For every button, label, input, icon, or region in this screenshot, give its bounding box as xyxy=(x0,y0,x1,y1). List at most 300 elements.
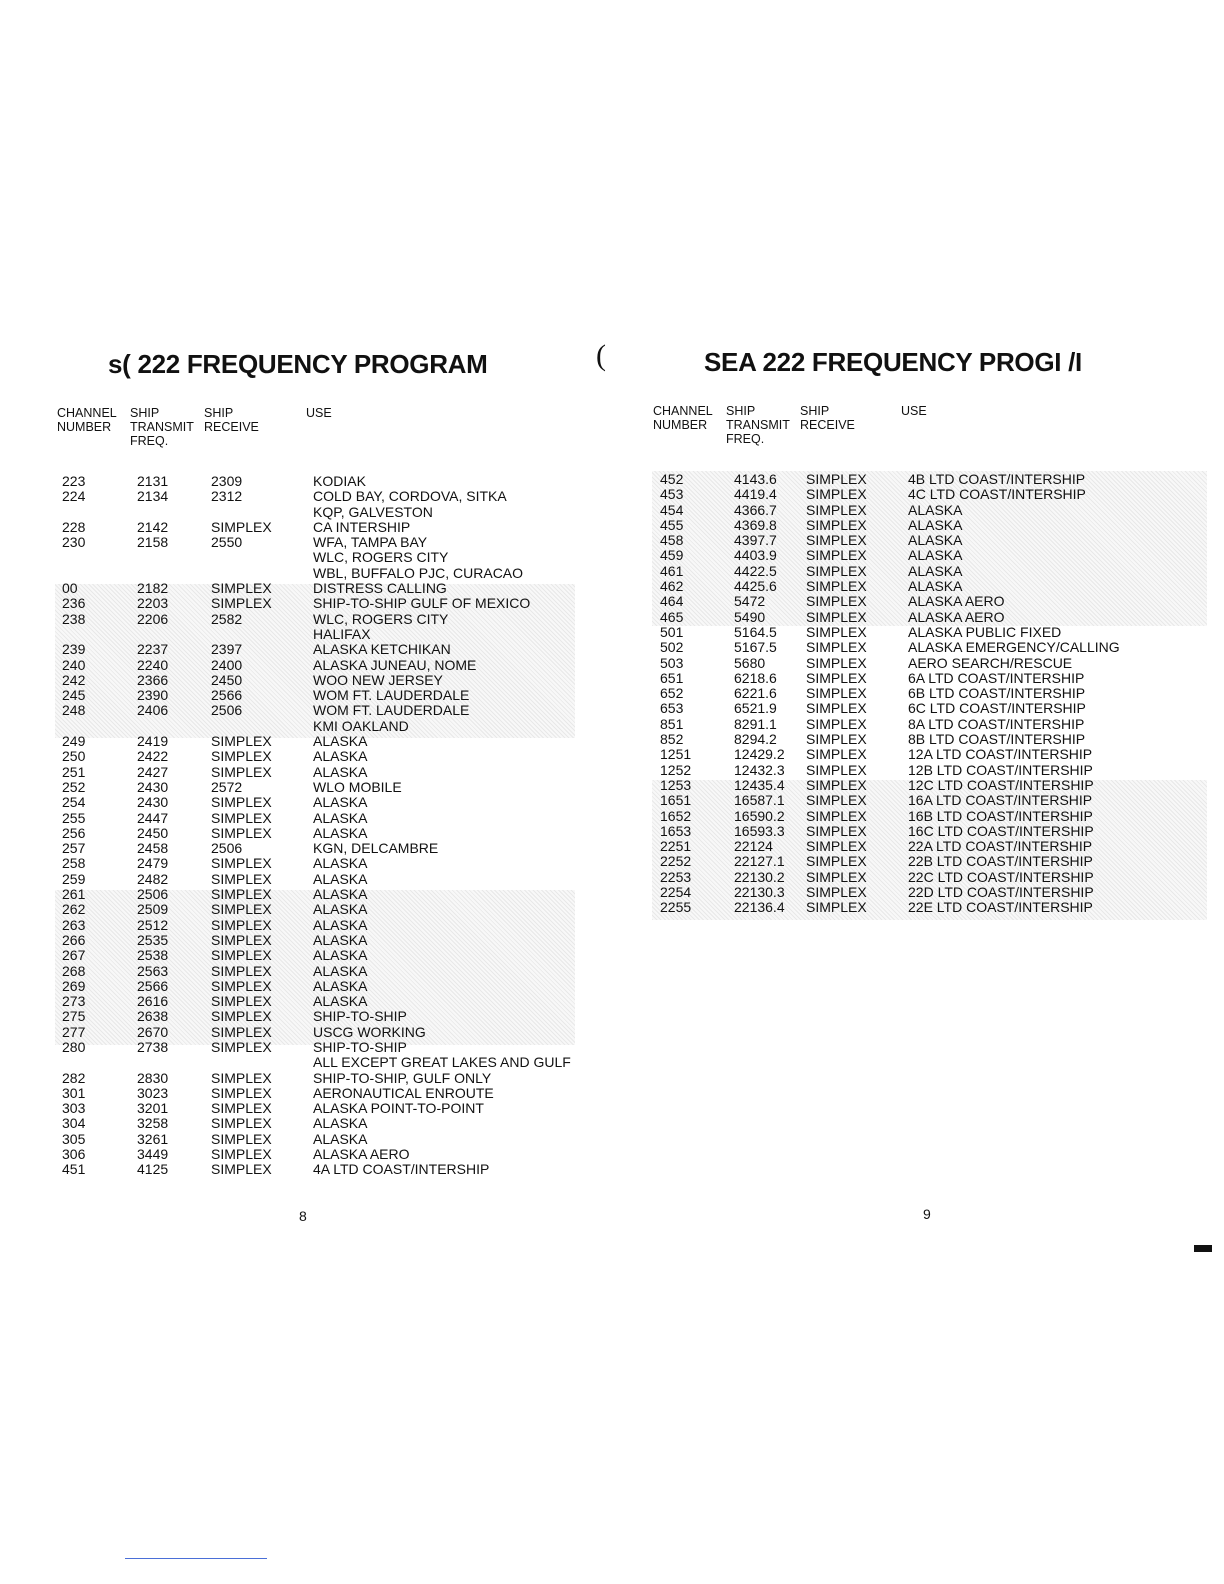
table-row xyxy=(612,793,1224,808)
ship-transmit-freq-cell: 2422 xyxy=(137,748,169,765)
ship-transmit-freq-cell: 4419.4 xyxy=(734,486,777,503)
ship-receive-cell: SIMPLEX xyxy=(211,1115,272,1132)
channel-number-cell: 266 xyxy=(62,931,86,948)
channel-number-cell: 1251 xyxy=(660,746,692,763)
table-row xyxy=(0,642,610,657)
ship-receive-cell: SIMPLEX xyxy=(211,931,272,948)
ship-receive-cell: SIMPLEX xyxy=(806,853,867,870)
table-row xyxy=(0,612,610,627)
frequency-table xyxy=(612,472,1224,916)
ship-transmit-freq-cell: 2670 xyxy=(137,1023,169,1040)
ship-transmit-freq-cell: 5472 xyxy=(734,593,766,610)
channel-number-cell: 1653 xyxy=(660,822,692,839)
table-row xyxy=(0,566,610,581)
channel-number-cell: 257 xyxy=(62,840,86,857)
table-row xyxy=(612,594,1224,609)
channel-number-cell: 462 xyxy=(660,578,684,595)
use-cell: ALASKA xyxy=(313,1130,368,1147)
table-row xyxy=(612,686,1224,701)
table-row xyxy=(0,765,610,780)
use-cell: COLD BAY, CORDOVA, SITKA xyxy=(313,488,507,505)
channel-number-cell: 454 xyxy=(660,501,684,518)
table-row xyxy=(0,856,610,871)
ship-transmit-freq-cell: 16587.1 xyxy=(734,792,785,809)
use-cell: ALASKA xyxy=(313,886,368,903)
ship-receive-cell: 2550 xyxy=(211,534,243,551)
channel-number-cell: 301 xyxy=(62,1084,86,1101)
page-title: SEA 222 FREQUENCY PROGI /I xyxy=(704,347,1082,377)
ship-receive-cell: SIMPLEX xyxy=(211,824,272,841)
table-row xyxy=(0,658,610,673)
channel-number-cell: 501 xyxy=(660,623,684,640)
ship-receive-cell: SIMPLEX xyxy=(806,868,867,885)
table-row xyxy=(0,1086,610,1101)
ship-transmit-freq-cell: 2616 xyxy=(137,993,169,1010)
ship-transmit-freq-cell: 4425.6 xyxy=(734,578,777,595)
channel-number-cell: 451 xyxy=(62,1161,86,1178)
use-cell: AERONAUTICAL ENROUTE xyxy=(313,1084,494,1101)
use-cell: DISTRESS CALLING xyxy=(313,580,447,597)
channel-number-cell: 851 xyxy=(660,715,684,732)
ship-receive-cell: SIMPLEX xyxy=(806,516,867,533)
use-cell: WBL, BUFFALO PJC, CURACAO xyxy=(313,564,524,581)
channel-number-cell: 852 xyxy=(660,731,684,748)
ship-receive-cell: SIMPLEX xyxy=(211,1130,272,1147)
table-row xyxy=(612,625,1224,640)
use-cell: ALASKA xyxy=(313,1115,368,1132)
ship-receive-cell: SIMPLEX xyxy=(211,1146,272,1163)
ship-transmit-freq-cell: 12432.3 xyxy=(734,761,785,778)
use-cell: ALASKA xyxy=(313,947,368,964)
channel-number-cell: 248 xyxy=(62,702,86,719)
ship-receive-cell: SIMPLEX xyxy=(211,1069,272,1086)
table-row xyxy=(612,824,1224,839)
table-row xyxy=(612,610,1224,625)
ship-transmit-freq-cell: 4366.7 xyxy=(734,501,777,518)
ship-receive-cell: SIMPLEX xyxy=(211,748,272,765)
use-cell: CA INTERSHIP xyxy=(313,518,411,535)
table-row xyxy=(612,671,1224,686)
use-cell: ALASKA xyxy=(313,916,368,933)
use-cell: ALASKA AERO xyxy=(908,593,1005,610)
channel-number-cell: 2251 xyxy=(660,838,692,855)
channel-number-cell: 242 xyxy=(62,671,86,688)
use-cell: 16A LTD COAST/INTERSHIP xyxy=(908,792,1093,809)
ship-transmit-freq-cell: 3258 xyxy=(137,1115,169,1132)
ship-transmit-freq-cell: 2512 xyxy=(137,916,169,933)
channel-number-cell: 303 xyxy=(62,1100,86,1117)
ship-receive-cell: SIMPLEX xyxy=(806,639,867,656)
ship-transmit-freq-cell: 2240 xyxy=(137,656,169,673)
use-cell: ALASKA AERO xyxy=(908,608,1005,625)
use-cell: ALASKA xyxy=(313,794,368,811)
table-row xyxy=(0,902,610,917)
ship-transmit-freq-cell: 2182 xyxy=(137,580,169,597)
ship-receive-cell: SIMPLEX xyxy=(211,809,272,826)
ship-receive-cell: SIMPLEX xyxy=(211,886,272,903)
table-row xyxy=(0,1162,610,1177)
table-row xyxy=(612,701,1224,716)
use-cell: ALASKA xyxy=(313,993,368,1010)
table-row xyxy=(0,489,610,504)
ship-receive-cell: SIMPLEX xyxy=(806,715,867,732)
ship-transmit-freq-cell: 2566 xyxy=(137,977,169,994)
use-cell: ALASKA xyxy=(313,809,368,826)
use-cell: ALASKA xyxy=(313,977,368,994)
ship-receive-cell: SIMPLEX xyxy=(211,977,272,994)
ship-receive-cell: SIMPLEX xyxy=(806,623,867,640)
ship-receive-cell: SIMPLEX xyxy=(806,486,867,503)
ship-receive-cell: SIMPLEX xyxy=(806,547,867,564)
ship-transmit-freq-cell: 8291.1 xyxy=(734,715,777,732)
use-cell: KODIAK xyxy=(313,473,366,489)
ship-transmit-freq-cell: 2563 xyxy=(137,962,169,979)
ship-transmit-freq-cell: 2509 xyxy=(137,901,169,918)
use-cell: ALASKA xyxy=(908,501,963,518)
channel-number-cell: 268 xyxy=(62,962,86,979)
ship-receive-cell: SIMPLEX xyxy=(211,595,272,612)
channel-number-cell: 465 xyxy=(660,608,684,625)
channel-number-cell: 458 xyxy=(660,532,684,549)
channel-number-cell: 00 xyxy=(62,580,78,597)
table-row xyxy=(612,656,1224,671)
use-cell: ALASKA xyxy=(908,516,963,533)
ship-receive-cell: 2506 xyxy=(211,840,243,857)
channel-number-cell: 2252 xyxy=(660,853,692,870)
ship-transmit-freq-cell: 6221.6 xyxy=(734,685,777,702)
ship-receive-cell: SIMPLEX xyxy=(806,792,867,809)
channel-number-cell: 262 xyxy=(62,901,86,918)
channel-number-cell: 652 xyxy=(660,685,684,702)
use-cell: 16B LTD COAST/INTERSHIP xyxy=(908,807,1093,824)
ship-transmit-freq-cell: 2447 xyxy=(137,809,169,826)
table-row xyxy=(612,732,1224,747)
ship-transmit-freq-cell: 2158 xyxy=(137,534,169,551)
use-cell: ALASKA xyxy=(313,733,368,750)
table-row xyxy=(0,703,610,718)
use-cell: 22E LTD COAST/INTERSHIP xyxy=(908,899,1093,916)
use-cell: AERO SEARCH/RESCUE xyxy=(908,654,1073,671)
ship-transmit-freq-cell: 4143.6 xyxy=(734,471,777,487)
table-row xyxy=(0,811,610,826)
use-cell: 6C LTD COAST/INTERSHIP xyxy=(908,700,1086,717)
ship-transmit-freq-cell: 6521.9 xyxy=(734,700,777,717)
table-row xyxy=(0,795,610,810)
channel-number-cell: 280 xyxy=(62,1038,86,1055)
table-row xyxy=(0,841,610,856)
use-cell: WLC, ROGERS CITY xyxy=(313,549,449,566)
ship-transmit-freq-cell: 2427 xyxy=(137,763,169,780)
channel-number-cell: 263 xyxy=(62,916,86,933)
use-cell: ALASKA xyxy=(313,931,368,948)
ship-receive-cell: SIMPLEX xyxy=(211,1023,272,1040)
use-cell: SHIP-TO-SHIP xyxy=(313,1038,407,1055)
table-row xyxy=(0,474,610,489)
header-ship-transmit: SHIP TRANSMIT FREQ. xyxy=(130,406,194,448)
table-row xyxy=(0,948,610,963)
use-cell: ALASKA xyxy=(313,763,368,780)
channel-number-cell: 240 xyxy=(62,656,86,673)
ship-receive-cell: SIMPLEX xyxy=(806,669,867,686)
ship-receive-cell: SIMPLEX xyxy=(806,578,867,595)
ship-receive-cell: SIMPLEX xyxy=(806,761,867,778)
table-row xyxy=(612,503,1224,518)
table-row xyxy=(612,564,1224,579)
channel-number-cell: 651 xyxy=(660,669,684,686)
table-row xyxy=(612,778,1224,793)
use-cell: WOM FT. LAUDERDALE xyxy=(313,687,470,704)
channel-number-cell: 461 xyxy=(660,562,684,579)
channel-number-cell: 305 xyxy=(62,1130,86,1147)
ship-receive-cell: SIMPLEX xyxy=(211,580,272,597)
use-cell: 4B LTD COAST/INTERSHIP xyxy=(908,471,1086,487)
ship-receive-cell: 2566 xyxy=(211,687,243,704)
ship-transmit-freq-cell: 5490 xyxy=(734,608,766,625)
ship-receive-cell: SIMPLEX xyxy=(211,947,272,964)
ship-receive-cell: SIMPLEX xyxy=(211,916,272,933)
ship-transmit-freq-cell: 22136.4 xyxy=(734,899,785,916)
channel-number-cell: 230 xyxy=(62,534,86,551)
table-row xyxy=(0,872,610,887)
table-row xyxy=(612,579,1224,594)
ship-transmit-freq-cell: 2203 xyxy=(137,595,169,612)
use-cell: 4A LTD COAST/INTERSHIP xyxy=(313,1161,490,1178)
use-cell: KGN, DELCAMBRE xyxy=(313,840,439,857)
channel-number-cell: 455 xyxy=(660,516,684,533)
channel-number-cell: 261 xyxy=(62,886,86,903)
table-row xyxy=(0,1147,610,1162)
ship-transmit-freq-cell: 22124 xyxy=(734,838,773,855)
ship-receive-cell: 2309 xyxy=(211,473,243,489)
ship-receive-cell: SIMPLEX xyxy=(806,746,867,763)
ship-transmit-freq-cell: 12435.4 xyxy=(734,776,785,793)
use-cell: SHIP-TO-SHIP xyxy=(313,1008,407,1025)
ship-transmit-freq-cell: 3023 xyxy=(137,1084,169,1101)
channel-number-cell: 251 xyxy=(62,763,86,780)
ship-transmit-freq-cell: 5164.5 xyxy=(734,623,777,640)
channel-number-cell: 306 xyxy=(62,1146,86,1163)
table-row xyxy=(0,505,610,520)
table-row xyxy=(0,1071,610,1086)
table-row xyxy=(0,933,610,948)
ship-receive-cell: SIMPLEX xyxy=(806,776,867,793)
use-cell: ALASKA xyxy=(313,824,368,841)
ship-receive-cell: SIMPLEX xyxy=(806,807,867,824)
ship-transmit-freq-cell: 2450 xyxy=(137,824,169,841)
ship-transmit-freq-cell: 2237 xyxy=(137,641,169,658)
channel-number-cell: 282 xyxy=(62,1069,86,1086)
channel-number-cell: 236 xyxy=(62,595,86,612)
ship-transmit-freq-cell: 2131 xyxy=(137,473,169,489)
table-row xyxy=(0,673,610,688)
ship-receive-cell: SIMPLEX xyxy=(211,1084,272,1101)
use-cell: SHIP-TO-SHIP GULF OF MEXICO xyxy=(313,595,531,612)
use-cell: HALIFAX xyxy=(313,625,371,642)
ship-transmit-freq-cell: 16590.2 xyxy=(734,807,785,824)
channel-number-cell: 653 xyxy=(660,700,684,717)
ship-transmit-freq-cell: 2430 xyxy=(137,794,169,811)
header-use: USE xyxy=(901,404,927,418)
table-row xyxy=(0,596,610,611)
use-cell: ALASKA xyxy=(908,578,963,595)
ship-transmit-freq-cell: 2506 xyxy=(137,886,169,903)
table-row xyxy=(0,1101,610,1116)
ship-transmit-freq-cell: 22130.3 xyxy=(734,884,785,901)
ship-transmit-freq-cell: 2479 xyxy=(137,855,169,872)
table-row xyxy=(0,918,610,933)
table-row xyxy=(0,520,610,535)
ship-transmit-freq-cell: 4422.5 xyxy=(734,562,777,579)
table-row xyxy=(0,1040,610,1055)
header-channel-number: CHANNEL NUMBER xyxy=(57,406,117,434)
table-row xyxy=(612,809,1224,824)
ship-receive-cell: SIMPLEX xyxy=(211,794,272,811)
channel-number-cell: 1652 xyxy=(660,807,692,824)
ship-transmit-freq-cell: 2134 xyxy=(137,488,169,505)
ship-receive-cell: SIMPLEX xyxy=(806,884,867,901)
table-row xyxy=(612,717,1224,732)
use-cell: ALASKA xyxy=(313,748,368,765)
table-row xyxy=(612,640,1224,655)
table-row xyxy=(0,734,610,749)
ship-transmit-freq-cell: 2142 xyxy=(137,518,169,535)
ship-transmit-freq-cell: 2638 xyxy=(137,1008,169,1025)
ship-receive-cell: SIMPLEX xyxy=(806,700,867,717)
table-row xyxy=(612,763,1224,778)
use-cell: WLO MOBILE xyxy=(313,778,402,795)
margin-mark: ( xyxy=(596,339,606,372)
ship-receive-cell: SIMPLEX xyxy=(806,654,867,671)
ship-receive-cell: SIMPLEX xyxy=(211,1008,272,1025)
channel-number-cell: 245 xyxy=(62,687,86,704)
ship-receive-cell: SIMPLEX xyxy=(211,1038,272,1055)
table-row xyxy=(0,887,610,902)
table-row xyxy=(612,870,1224,885)
table-row xyxy=(612,487,1224,502)
use-cell: 12C LTD COAST/INTERSHIP xyxy=(908,776,1094,793)
channel-number-cell: 502 xyxy=(660,639,684,656)
table-row xyxy=(0,780,610,795)
ship-transmit-freq-cell: 22127.1 xyxy=(734,853,785,870)
use-cell: 22C LTD COAST/INTERSHIP xyxy=(908,868,1094,885)
use-cell: WOO NEW JERSEY xyxy=(313,671,443,688)
table-row xyxy=(0,1132,610,1147)
scan-line xyxy=(125,1558,267,1559)
ship-receive-cell: SIMPLEX xyxy=(806,471,867,487)
use-cell: ALASKA xyxy=(908,547,963,564)
use-cell: ALASKA xyxy=(313,855,368,872)
channel-number-cell: 249 xyxy=(62,733,86,750)
ship-receive-cell: 2582 xyxy=(211,610,243,627)
use-cell: 8A LTD COAST/INTERSHIP xyxy=(908,715,1085,732)
channel-number-cell: 267 xyxy=(62,947,86,964)
ship-transmit-freq-cell: 22130.2 xyxy=(734,868,785,885)
ship-receive-cell: SIMPLEX xyxy=(806,532,867,549)
channel-number-cell: 254 xyxy=(62,794,86,811)
ship-transmit-freq-cell: 2419 xyxy=(137,733,169,750)
ship-transmit-freq-cell: 2458 xyxy=(137,840,169,857)
table-row xyxy=(0,719,610,734)
channel-number-cell: 459 xyxy=(660,547,684,564)
table-row xyxy=(612,854,1224,869)
use-cell: ALASKA AERO xyxy=(313,1146,410,1163)
ship-receive-cell: 2572 xyxy=(211,778,243,795)
ship-receive-cell: 2397 xyxy=(211,641,243,658)
ship-transmit-freq-cell: 2535 xyxy=(137,931,169,948)
use-cell: ALASKA xyxy=(313,901,368,918)
ship-receive-cell: SIMPLEX xyxy=(211,518,272,535)
ship-receive-cell: 2506 xyxy=(211,702,243,719)
header-ship-transmit: SHIP TRANSMIT FREQ. xyxy=(726,404,790,446)
table-row xyxy=(0,1009,610,1024)
use-cell: SHIP-TO-SHIP, GULF ONLY xyxy=(313,1069,492,1086)
header-ship-receive: SHIP RECEIVE xyxy=(204,406,259,434)
use-cell: 22D LTD COAST/INTERSHIP xyxy=(908,884,1094,901)
table-row xyxy=(612,533,1224,548)
channel-number-cell: 304 xyxy=(62,1115,86,1132)
channel-number-cell: 1651 xyxy=(660,792,692,809)
ship-receive-cell: SIMPLEX xyxy=(806,838,867,855)
table-row xyxy=(0,550,610,565)
channel-number-cell: 273 xyxy=(62,993,86,1010)
ship-receive-cell: SIMPLEX xyxy=(806,608,867,625)
ship-receive-cell: SIMPLEX xyxy=(211,870,272,887)
ship-transmit-freq-cell: 8294.2 xyxy=(734,731,777,748)
use-cell: 12A LTD COAST/INTERSHIP xyxy=(908,746,1093,763)
ship-receive-cell: 2450 xyxy=(211,671,243,688)
channel-number-cell: 2254 xyxy=(660,884,692,901)
ship-receive-cell: SIMPLEX xyxy=(211,1161,272,1178)
ship-transmit-freq-cell: 4403.9 xyxy=(734,547,777,564)
channel-number-cell: 255 xyxy=(62,809,86,826)
use-cell: ALASKA xyxy=(313,870,368,887)
use-cell: ALASKA EMERGENCY/CALLING xyxy=(908,639,1120,656)
table-row xyxy=(612,885,1224,900)
ship-receive-cell: SIMPLEX xyxy=(806,562,867,579)
table-row xyxy=(612,900,1224,915)
header-ship-receive: SHIP RECEIVE xyxy=(800,404,855,432)
table-row xyxy=(0,1055,610,1070)
channel-number-cell: 503 xyxy=(660,654,684,671)
use-cell: ALASKA PUBLIC FIXED xyxy=(908,623,1062,640)
ship-receive-cell: 2400 xyxy=(211,656,243,673)
table-row xyxy=(0,994,610,1009)
use-cell: WOM FT. LAUDERDALE xyxy=(313,702,470,719)
channel-number-cell: 238 xyxy=(62,610,86,627)
use-cell: 22B LTD COAST/INTERSHIP xyxy=(908,853,1093,870)
channel-number-cell: 453 xyxy=(660,486,684,503)
channel-number-cell: 228 xyxy=(62,518,86,535)
ship-receive-cell: SIMPLEX xyxy=(806,822,867,839)
ship-receive-cell: SIMPLEX xyxy=(211,962,272,979)
header-use: USE xyxy=(306,406,332,420)
table-row xyxy=(0,979,610,994)
table-row xyxy=(0,535,610,550)
use-cell: ALASKA xyxy=(908,532,963,549)
table-row xyxy=(0,581,610,596)
ship-transmit-freq-cell: 2738 xyxy=(137,1038,169,1055)
channel-number-cell: 277 xyxy=(62,1023,86,1040)
ship-receive-cell: SIMPLEX xyxy=(211,733,272,750)
ship-receive-cell: SIMPLEX xyxy=(806,501,867,518)
table-row xyxy=(0,964,610,979)
channel-number-cell: 1253 xyxy=(660,776,692,793)
use-cell: USCG WORKING xyxy=(313,1023,426,1040)
table-row xyxy=(0,749,610,764)
channel-number-cell: 259 xyxy=(62,870,86,887)
use-cell: ALASKA xyxy=(908,562,963,579)
channel-number-cell: 256 xyxy=(62,824,86,841)
